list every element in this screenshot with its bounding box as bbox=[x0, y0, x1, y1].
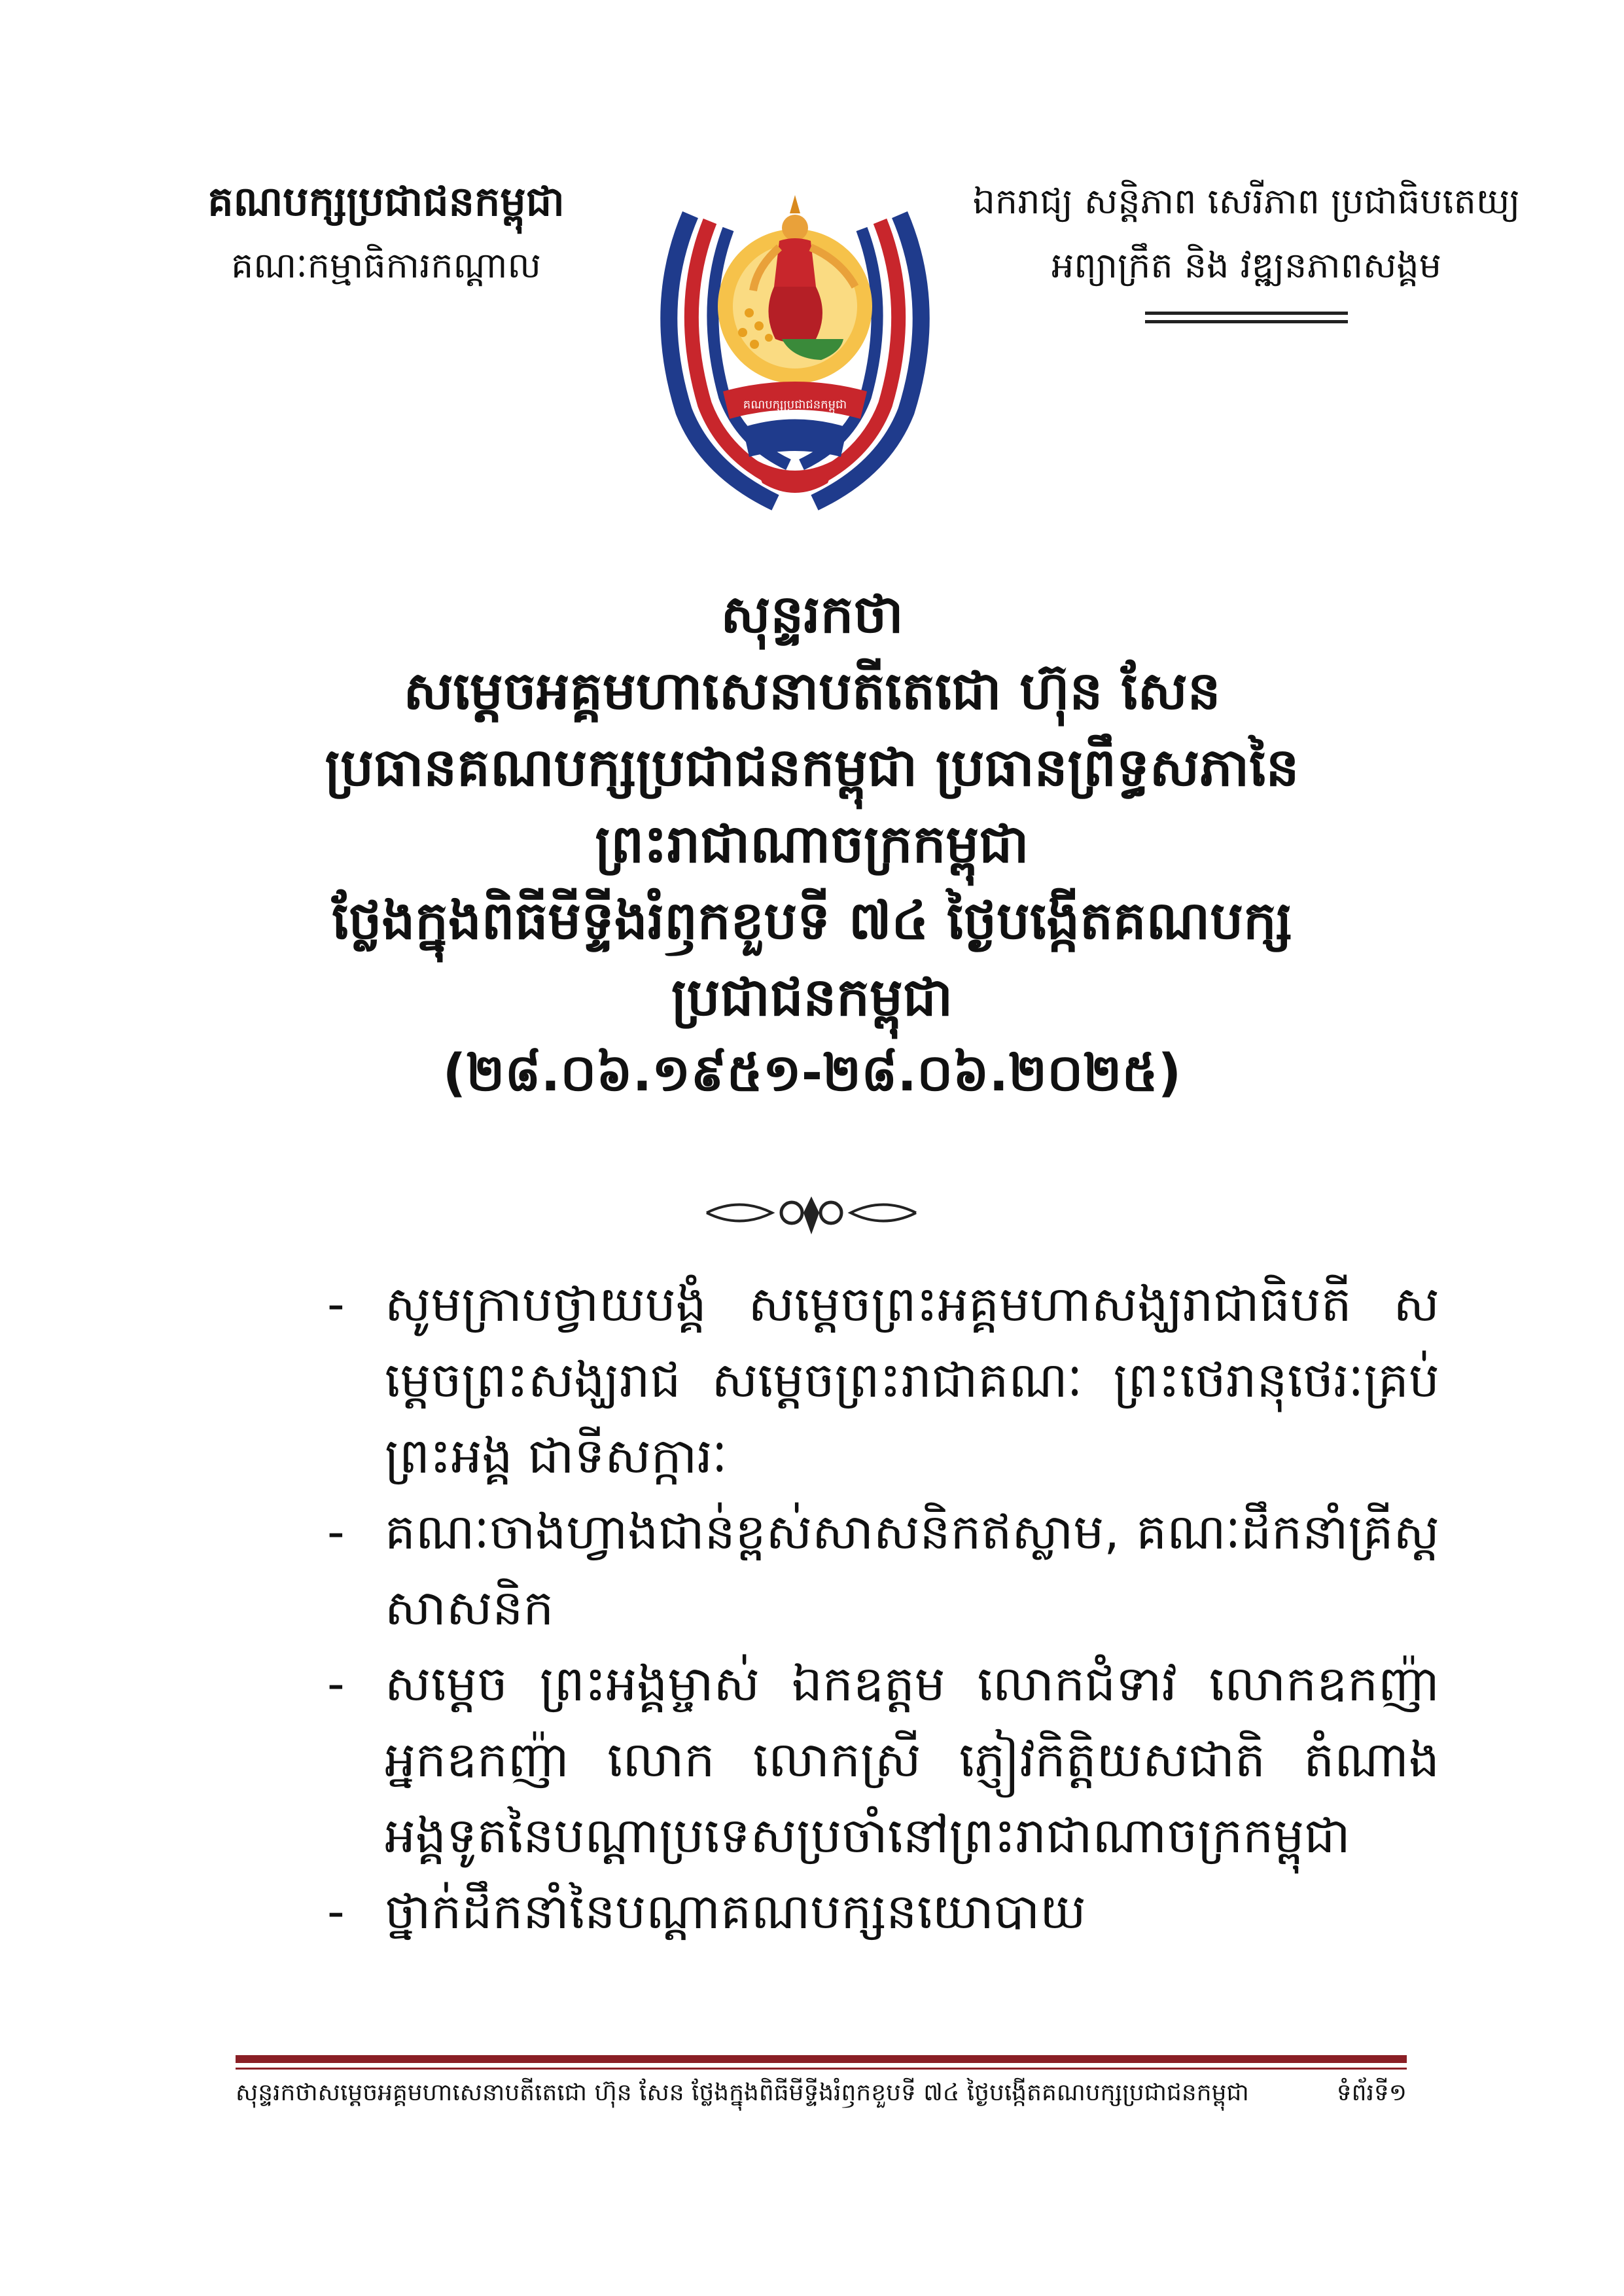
title-line-2: សម្តេចអគ្គមហាសេនាបតីតេជោ ហ៊ុន សែន bbox=[403, 660, 1221, 721]
title-dates: (២៨.០៦.១៩៥១-២៨.០៦.២០២៥) bbox=[442, 1044, 1182, 1103]
list-dash: - bbox=[327, 1656, 345, 1712]
title-line-3: ប្រធានគណបក្សប្រជាជនកម្ពុជា ប្រធានព្រឹទ្ធសភានៃ bbox=[325, 737, 1299, 798]
page-number: ទំព័រទី១ bbox=[1336, 2079, 1407, 2106]
motto-double-rule bbox=[1145, 312, 1348, 323]
title-line-1: សុន្ទរកថា bbox=[720, 584, 904, 645]
salutation-text: សូមក្រាបថ្វាយបង្គំ សម្តេចព្រះអគ្គមហាសង្ឃរាជាធិបតី សម្តេចព្រះសង្ឃរាជ សម្តេចព្រះរាជាគណៈ ព្រះថេរានុថេរៈគ្រប់ព្រះអង្គ ជាទីសក្ការៈ bbox=[385, 1276, 1439, 1484]
list-item bbox=[327, 1646, 1439, 1874]
salutation-text: គណៈចាងហ្វាងជាន់ខ្ពស់សាសនិកឥស្លាម, គណៈដឹកនាំគ្រីស្ត សាសនិក bbox=[385, 1504, 1439, 1636]
list-dash: - bbox=[327, 1884, 345, 1940]
list-dash: - bbox=[327, 1276, 345, 1333]
list-item bbox=[327, 1494, 1439, 1646]
header-right bbox=[949, 175, 1544, 323]
logo-base bbox=[743, 420, 847, 457]
title-line-4: ព្រះរាជាណាចក្រកម្ពុជា bbox=[595, 814, 1029, 874]
national-motto-line1: ឯករាជ្យ សន្តិភាព សេរីភាព ប្រជាធិបតេយ្យ bbox=[972, 181, 1521, 222]
salutation-text: ថ្នាក់ដឹកនាំនៃបណ្តាគណបក្សនយោបាយ bbox=[385, 1884, 1086, 1940]
footer-rule bbox=[236, 2055, 1407, 2070]
list-dash: - bbox=[327, 1504, 345, 1560]
footer-title: សុន្ទរកថាសម្តេចអគ្គមហាសេនាបតីតេជោ ហ៊ុន សែន ថ្លែងក្នុងពិធីមីទ្ទីងរំឭកខួបទី ៧៤ ថ្ងៃបង្កើតគណបក្សប្រជាជនកម្ពុជា bbox=[236, 2079, 1249, 2106]
logo-banner-text: គណបក្សប្រជាជនកម្ពុជា bbox=[743, 398, 847, 412]
footer bbox=[236, 2073, 1407, 2113]
header-left bbox=[177, 175, 595, 292]
committee-name: គណៈកម្មាធិការកណ្តាល bbox=[231, 245, 541, 286]
salutation-list bbox=[327, 1266, 1439, 1950]
salutation-text: សម្តេច ព្រះអង្គម្ចាស់ ឯកឧត្តម លោកជំទាវ លោកឧកញ៉ា អ្នកឧកញ៉ា លោក លោកស្រី ភ្ញៀវកិត្តិយសជាតិ តំណាងអង្គទូតនៃបណ្តាប្រទេសប្រចាំនៅព្រះរាជាណាចក្រកម្ពុជា bbox=[385, 1656, 1439, 1864]
list-item bbox=[327, 1874, 1439, 1950]
title-line-5: ថ្លែងក្នុងពិធីមីទ្ទីងរំឭកខួបទី ៧៤ ថ្ងៃបង្កើតគណបក្ស bbox=[332, 890, 1292, 951]
ornament-divider bbox=[700, 1183, 923, 1242]
list-item bbox=[327, 1266, 1439, 1494]
national-motto-line2: អព្យាក្រឹត និង វឌ្ឍនភាពសង្គម bbox=[1051, 245, 1441, 286]
party-name: គណបក្សប្រជាជនកម្ពុជា bbox=[207, 177, 565, 225]
party-logo bbox=[644, 175, 945, 522]
speech-title-block bbox=[196, 576, 1428, 1112]
title-line-6: ប្រជាជនកម្ពុជា bbox=[671, 967, 953, 1028]
